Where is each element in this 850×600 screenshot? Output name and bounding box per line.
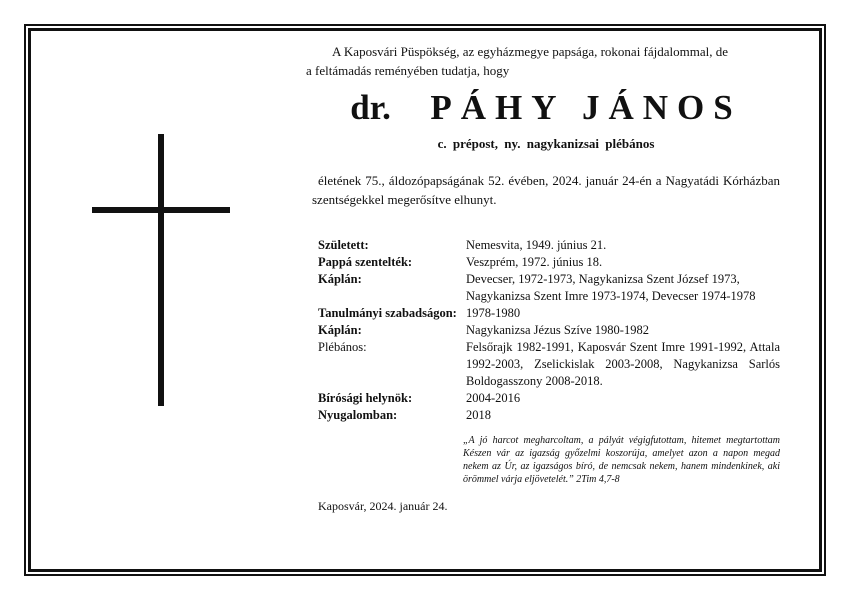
career-list — [318, 237, 780, 424]
name-prefix: dr. — [350, 88, 391, 127]
career-row — [318, 237, 780, 254]
name-full: PÁHY JÁNOS — [430, 88, 742, 127]
cross-icon — [158, 134, 164, 406]
career-label: Káplán: — [318, 272, 362, 286]
intro-line-1: A Kaposvári Püspökség, az egyházmegye papsága, rokonai fájdalommal, de — [332, 44, 729, 59]
intro-text — [306, 42, 780, 80]
career-row — [318, 390, 780, 407]
place-date: Kaposvár, 2024. január 24. — [318, 499, 448, 513]
career-label: Káplán: — [318, 323, 362, 337]
career-label: Született: — [318, 238, 369, 252]
cross-icon-crossbar — [92, 207, 230, 213]
bible-quote: „A jó harcot megharcoltam, a pályát végigfutottam, hitemet megtartottam Készen vár az igazság győzelmi koszorúja, amelyet azon a napon megad nekem az Úr, az igazságos bíró, de nemcsak nekem, hanem mindenkinek, aki örömmel várja eljövetelét.” 2Tim 4,7-8 — [463, 435, 780, 485]
career-label: Bírósági helynök: — [318, 391, 413, 405]
career-value: Veszprém, 1972. június 18. — [466, 255, 603, 269]
career-row — [318, 305, 780, 322]
career-value: 2018 — [466, 408, 491, 422]
career-value: Devecser, 1972-1973, Nagykanizsa Szent József 1973, Nagykanizsa Szent Imre 1973-1974, Devecser 1974-1978 — [466, 272, 756, 303]
career-label: Pappá szentelték: — [318, 255, 413, 269]
career-row — [318, 254, 780, 271]
life-text: életének 75., áldozópapságának 52. évében, 2024. január 24-én a Nagyatádi Kórházban szentségekkel megerősítve elhunyt. — [312, 173, 780, 207]
career-row — [318, 271, 780, 305]
intro-line-2: a feltámadás reményében tudatja, hogy — [306, 63, 510, 78]
career-value: Felsőrajk 1982-1991, Kaposvár Szent Imre 1991-1992, Attala 1992-2003, Zselickislak 2003-2008, Nagykanizsa Sarlós Boldogasszony 2008-2018. — [466, 340, 780, 388]
career-value: Nemesvita, 1949. június 21. — [466, 238, 607, 252]
career-label: Plébános: — [318, 340, 367, 354]
deceased-name — [312, 86, 780, 130]
career-value: 2004-2016 — [466, 391, 521, 405]
career-row — [318, 407, 780, 424]
career-row — [318, 339, 780, 390]
career-row — [318, 322, 780, 339]
career-value: Nagykanizsa Jézus Szíve 1980-1982 — [466, 323, 649, 337]
career-value: 1978-1980 — [466, 306, 521, 320]
career-label: Nyugalomban: — [318, 408, 398, 422]
career-label: Tanulmányi szabadságon: — [318, 306, 457, 320]
title-subtitle: c. prépost, ny. nagykanizsai plébános — [437, 136, 655, 151]
